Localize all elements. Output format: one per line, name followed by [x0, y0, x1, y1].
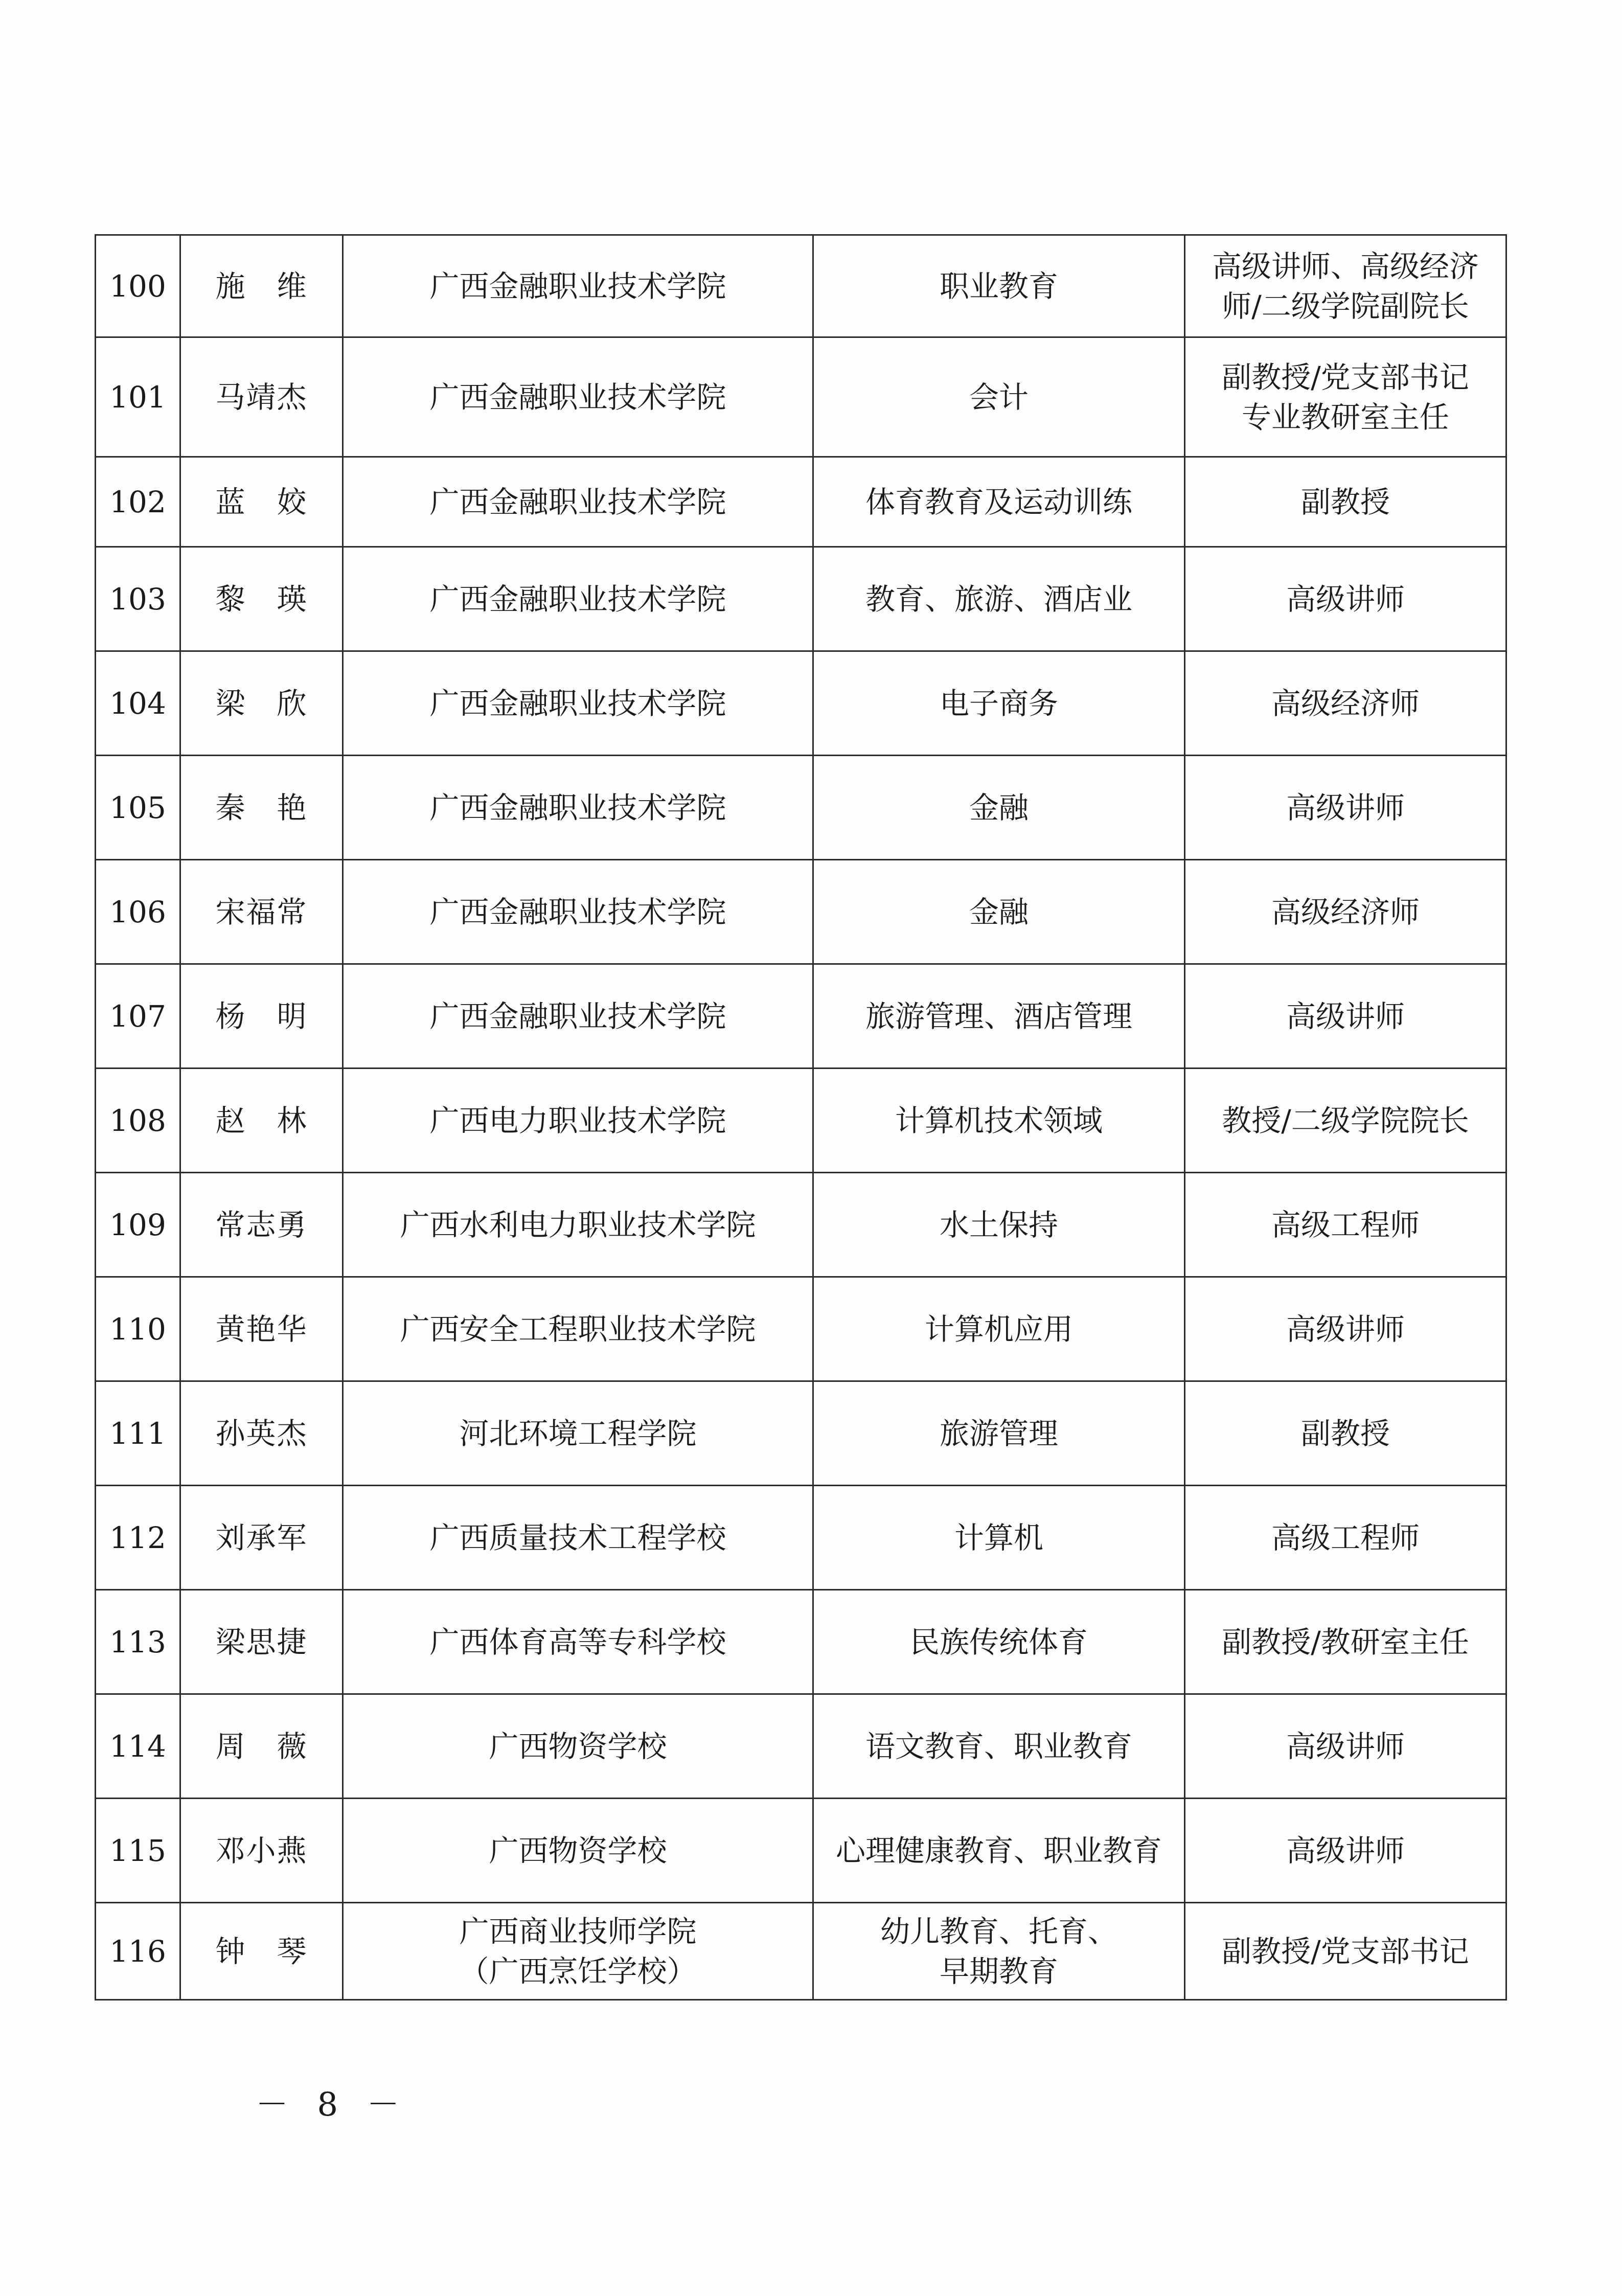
expert-name: 施 维 — [180, 235, 343, 337]
specialty-field-line: 语文教育、职业教育 — [865, 1729, 1132, 1764]
professional-title — [1185, 1381, 1506, 1486]
professional-title — [1185, 547, 1506, 651]
specialty-field — [813, 235, 1185, 337]
work-unit — [343, 1590, 813, 1694]
professional-title-line: 高级讲师 — [1286, 1833, 1405, 1868]
specialty-field — [813, 1277, 1185, 1381]
professional-title — [1185, 1903, 1506, 2000]
row-number: 114 — [96, 1694, 180, 1799]
professional-title — [1185, 651, 1506, 756]
work-unit-line: 广西金融职业技术学院 — [429, 379, 726, 415]
specialty-field — [813, 756, 1185, 860]
professional-title-line: 副教授/党支部书记 — [1222, 359, 1469, 395]
professional-title-line: 副教授/党支部书记 — [1222, 1934, 1469, 1969]
specialty-field — [813, 1799, 1185, 1903]
work-unit — [343, 1903, 813, 2000]
specialty-field — [813, 1069, 1185, 1173]
work-unit — [343, 1694, 813, 1799]
professional-title-line: 教授/二级学院院长 — [1222, 1103, 1469, 1138]
work-unit-line: 广西商业技师学院 — [459, 1914, 697, 1949]
professional-title — [1185, 235, 1506, 337]
professional-title-line: 高级工程师 — [1271, 1520, 1420, 1555]
specialty-field — [813, 1173, 1185, 1277]
professional-title-line: 副教授 — [1300, 1416, 1390, 1451]
specialty-field — [813, 1381, 1185, 1486]
specialty-field-line: 幼儿教育、托育、 — [880, 1914, 1117, 1949]
work-unit — [343, 235, 813, 337]
table-row — [96, 1486, 1506, 1590]
specialty-field — [813, 1486, 1185, 1590]
specialty-field-line: 计算机技术领域 — [895, 1103, 1103, 1138]
work-unit-line: 广西金融职业技术学院 — [429, 268, 726, 304]
table-row — [96, 235, 1506, 337]
work-unit-line: 广西电力职业技术学院 — [429, 1103, 726, 1138]
work-unit — [343, 1799, 813, 1903]
table-row — [96, 337, 1506, 457]
professional-title-line: 高级讲师 — [1286, 998, 1405, 1034]
professional-title — [1185, 1799, 1506, 1903]
table-row — [96, 1277, 1506, 1381]
row-number: 111 — [96, 1381, 180, 1486]
table-row — [96, 457, 1506, 547]
professional-title — [1185, 337, 1506, 457]
work-unit — [343, 1381, 813, 1486]
table-row — [96, 547, 1506, 651]
expert-name: 梁思捷 — [180, 1590, 343, 1694]
expert-name: 蓝 姣 — [180, 457, 343, 547]
row-number: 102 — [96, 457, 180, 547]
work-unit-line: 河北环境工程学院 — [459, 1416, 697, 1451]
table-row — [96, 1173, 1506, 1277]
expert-name: 黄艳华 — [180, 1277, 343, 1381]
expert-name: 宋福常 — [180, 860, 343, 964]
work-unit-line: 广西金融职业技术学院 — [429, 790, 726, 825]
table-row — [96, 860, 1506, 964]
specialty-field-line: 民族传统体育 — [909, 1624, 1088, 1660]
specialty-field — [813, 547, 1185, 651]
work-unit — [343, 1173, 813, 1277]
specialty-field-line: 水土保持 — [939, 1207, 1058, 1242]
professional-title-line: 高级讲师 — [1286, 1729, 1405, 1764]
professional-title — [1185, 1590, 1506, 1694]
professional-title-line: 高级工程师 — [1271, 1207, 1420, 1242]
work-unit-line: （广西烹饪学校） — [459, 1953, 697, 1989]
row-number: 116 — [96, 1903, 180, 2000]
work-unit-line: 广西金融职业技术学院 — [429, 581, 726, 617]
work-unit — [343, 651, 813, 756]
specialty-field-line: 旅游管理、酒店管理 — [865, 998, 1132, 1034]
professional-title — [1185, 1173, 1506, 1277]
row-number: 112 — [96, 1486, 180, 1590]
specialty-field — [813, 964, 1185, 1069]
specialty-field-line: 职业教育 — [939, 268, 1058, 304]
expert-name: 刘承军 — [180, 1486, 343, 1590]
specialty-field-line: 金融 — [969, 790, 1029, 825]
work-unit-line: 广西金融职业技术学院 — [429, 686, 726, 721]
professional-title — [1185, 1069, 1506, 1173]
professional-title-line: 高级讲师 — [1286, 790, 1405, 825]
professional-title-line: 高级经济师 — [1271, 894, 1420, 929]
expert-name: 马靖杰 — [180, 337, 343, 457]
expert-name: 孙英杰 — [180, 1381, 343, 1486]
specialty-field — [813, 457, 1185, 547]
row-number: 106 — [96, 860, 180, 964]
table-row — [96, 1069, 1506, 1173]
work-unit — [343, 547, 813, 651]
expert-name: 赵 林 — [180, 1069, 343, 1173]
professional-title — [1185, 860, 1506, 964]
specialty-field — [813, 337, 1185, 457]
expert-name: 钟 琴 — [180, 1903, 343, 2000]
expert-name: 周 薇 — [180, 1694, 343, 1799]
work-unit-line: 广西物资学校 — [489, 1729, 667, 1764]
row-number: 110 — [96, 1277, 180, 1381]
specialty-field — [813, 651, 1185, 756]
work-unit-line: 广西金融职业技术学院 — [429, 484, 726, 519]
expert-name: 黎 瑛 — [180, 547, 343, 651]
specialty-field — [813, 1694, 1185, 1799]
specialty-field — [813, 860, 1185, 964]
expert-name: 秦 艳 — [180, 756, 343, 860]
table-row — [96, 756, 1506, 860]
professional-title — [1185, 1486, 1506, 1590]
work-unit — [343, 860, 813, 964]
row-number: 100 — [96, 235, 180, 337]
work-unit — [343, 1069, 813, 1173]
professional-title — [1185, 964, 1506, 1069]
professional-title-line: 师/二级学院副院长 — [1222, 288, 1469, 324]
professional-title-line: 高级经济师 — [1271, 686, 1420, 721]
work-unit — [343, 756, 813, 860]
professional-title-line: 专业教研室主任 — [1241, 399, 1449, 435]
work-unit-line: 广西安全工程职业技术学院 — [400, 1311, 756, 1347]
page-number: － 8 － — [256, 2086, 409, 2124]
specialty-field-line: 体育教育及运动训练 — [865, 484, 1132, 519]
specialty-field-line: 早期教育 — [939, 1953, 1058, 1989]
work-unit-line: 广西质量技术工程学校 — [429, 1520, 726, 1555]
expert-name: 梁 欣 — [180, 651, 343, 756]
table-row — [96, 1590, 1506, 1694]
specialty-field-line: 会计 — [969, 379, 1029, 415]
professional-title-line: 高级讲师、高级经济 — [1212, 248, 1479, 284]
expert-roster-table — [95, 234, 1507, 2001]
specialty-field-line: 旅游管理 — [939, 1416, 1058, 1451]
row-number: 103 — [96, 547, 180, 651]
table-row — [96, 1381, 1506, 1486]
specialty-field-line: 计算机应用 — [924, 1311, 1073, 1347]
expert-name: 邓小燕 — [180, 1799, 343, 1903]
professional-title — [1185, 457, 1506, 547]
professional-title-line: 高级讲师 — [1286, 581, 1405, 617]
work-unit — [343, 1486, 813, 1590]
specialty-field — [813, 1590, 1185, 1694]
row-number: 107 — [96, 964, 180, 1069]
work-unit-line: 广西金融职业技术学院 — [429, 894, 726, 929]
specialty-field-line: 心理健康教育、职业教育 — [835, 1833, 1162, 1868]
work-unit-line: 广西水利电力职业技术学院 — [400, 1207, 756, 1242]
work-unit — [343, 337, 813, 457]
professional-title — [1185, 1694, 1506, 1799]
specialty-field-line: 计算机 — [954, 1520, 1043, 1555]
row-number: 115 — [96, 1799, 180, 1903]
table-row — [96, 1694, 1506, 1799]
work-unit-line: 广西体育高等专科学校 — [429, 1624, 726, 1660]
row-number: 109 — [96, 1173, 180, 1277]
specialty-field — [813, 1903, 1185, 2000]
professional-title — [1185, 756, 1506, 860]
table-row — [96, 1799, 1506, 1903]
work-unit-line: 广西物资学校 — [489, 1833, 667, 1868]
expert-name: 常志勇 — [180, 1173, 343, 1277]
professional-title-line: 副教授/教研室主任 — [1222, 1624, 1469, 1660]
expert-name: 杨 明 — [180, 964, 343, 1069]
specialty-field-line: 金融 — [969, 894, 1029, 929]
work-unit-line: 广西金融职业技术学院 — [429, 998, 726, 1034]
work-unit — [343, 1277, 813, 1381]
row-number: 101 — [96, 337, 180, 457]
specialty-field-line: 电子商务 — [939, 686, 1058, 721]
specialty-field-line: 教育、旅游、酒店业 — [865, 581, 1132, 617]
work-unit — [343, 964, 813, 1069]
table-row — [96, 1903, 1506, 2000]
work-unit — [343, 457, 813, 547]
row-number: 105 — [96, 756, 180, 860]
professional-title-line: 副教授 — [1300, 484, 1390, 519]
professional-title-line: 高级讲师 — [1286, 1311, 1405, 1347]
row-number: 104 — [96, 651, 180, 756]
row-number: 113 — [96, 1590, 180, 1694]
table-row — [96, 964, 1506, 1069]
table-row — [96, 651, 1506, 756]
professional-title — [1185, 1277, 1506, 1381]
row-number: 108 — [96, 1069, 180, 1173]
